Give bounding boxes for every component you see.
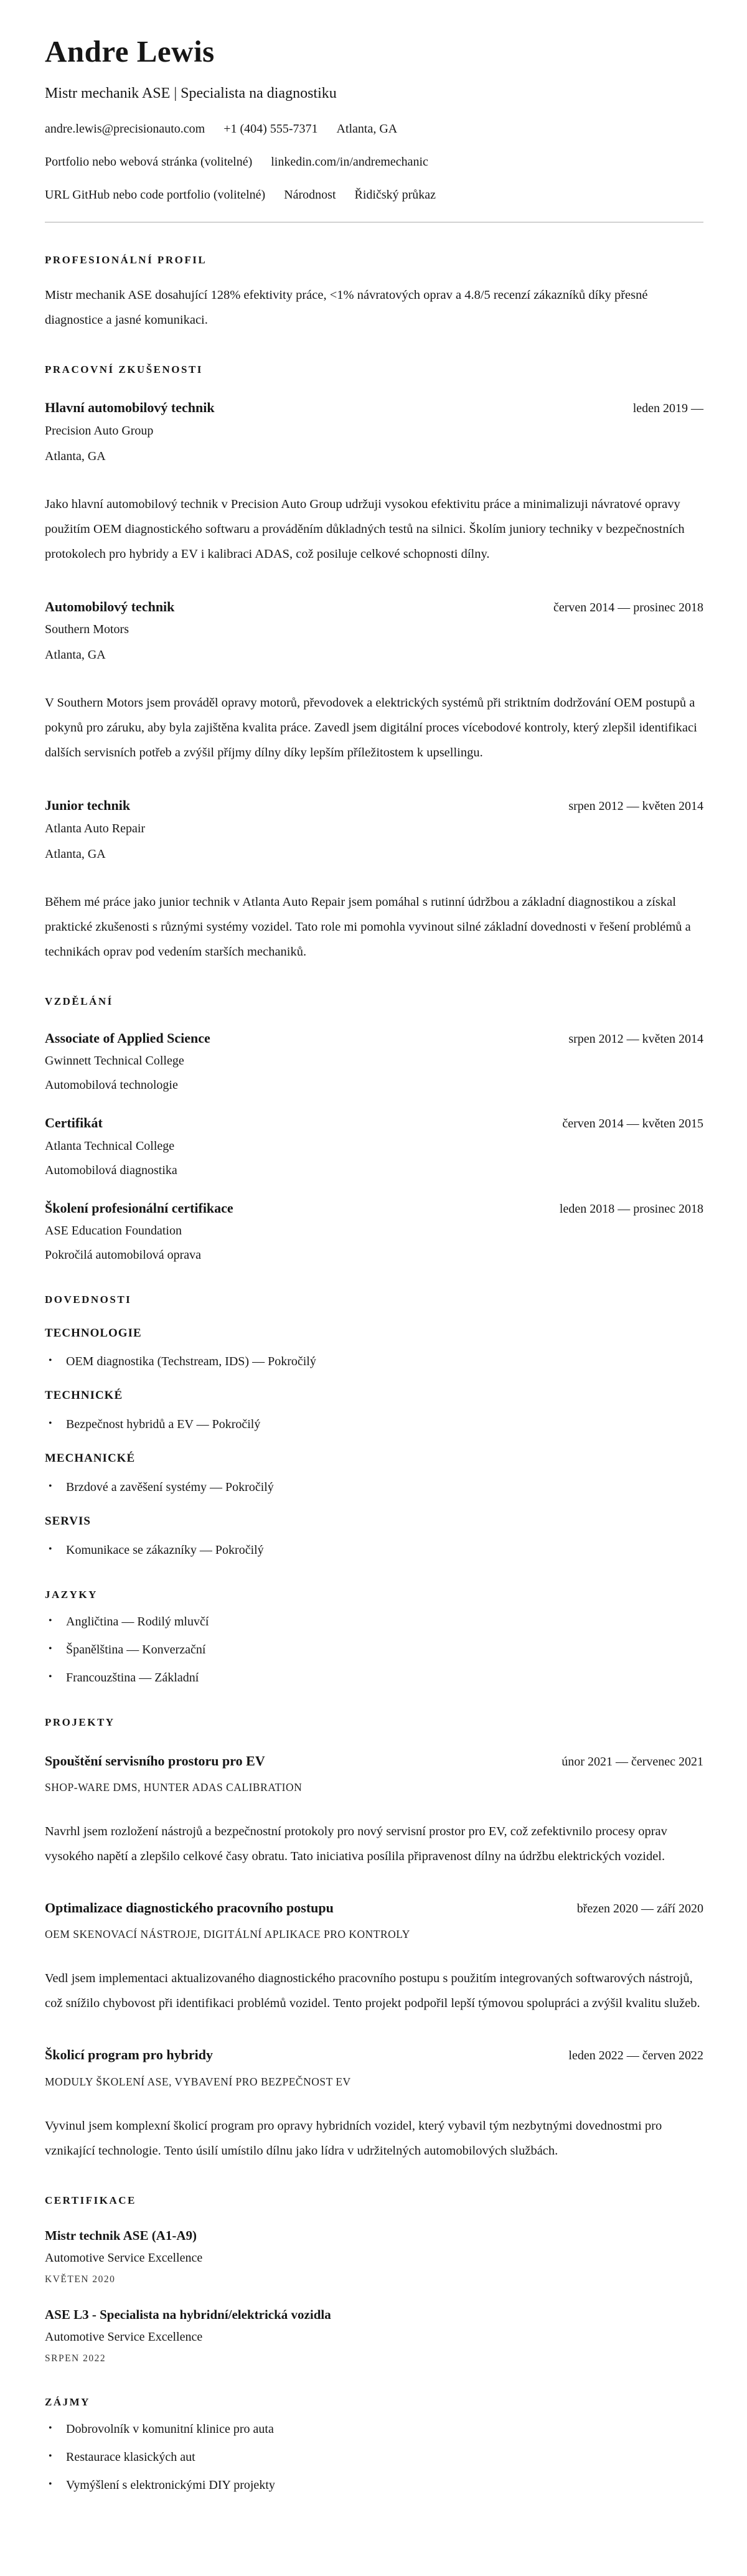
skill-category: TECHNICKÉ (45, 1389, 123, 1403)
job-company: Atlanta Auto Repair (45, 821, 146, 835)
education-school: ASE Education Foundation (45, 1224, 182, 1238)
skill-item: • Brzdové a zavěšení systémy — Pokročilý (45, 1480, 703, 1495)
project-entry (45, 1900, 703, 2016)
education-entry-header (45, 1115, 703, 1131)
drivers-license-label: Řidičský průkaz (354, 187, 436, 202)
certification-issuer: Automotive Service Excellence (45, 2251, 203, 2265)
skill-list (45, 1480, 703, 1495)
project-entry-header (45, 2047, 703, 2063)
language-list (45, 1614, 703, 1685)
skill-list (45, 1354, 703, 1369)
project-title: Optimalizace diagnostického pracovního postupu (45, 1899, 334, 1916)
section-heading-interests: ZÁJMY (45, 2395, 90, 2408)
education-degree: Associate of Applied Science (45, 1030, 210, 1046)
education-field: Automobilová technologie (45, 1078, 178, 1093)
interest-list (45, 2422, 703, 2493)
job-entry-header (45, 400, 703, 416)
education-date-range: srpen 2012 — květen 2014 (568, 1032, 703, 1046)
education-entry-header (45, 1200, 703, 1216)
skill-group (45, 1515, 703, 1558)
certification-title: ASE L3 - Specialista na hybridní/elektrická vozidla (45, 2306, 331, 2322)
job-entry (45, 400, 703, 566)
education-entry (45, 1200, 703, 1262)
project-tools: MODULY ŠKOLENÍ ASE, VYBAVENÍ PRO BEZPEČNOST EV (45, 2075, 351, 2088)
job-location: Atlanta, GA (45, 449, 106, 463)
project-tools: SHOP-WARE DMS, HUNTER ADAS CALIBRATION (45, 1780, 303, 1793)
skill-group (45, 1389, 703, 1432)
section-heading-profile: PROFESIONÁLNÍ PROFIL (45, 253, 207, 266)
section-interests (45, 2396, 703, 2493)
job-date-range: leden 2019 — (632, 402, 703, 416)
skill-category: MECHANICKÉ (45, 1452, 136, 1465)
section-languages (45, 1589, 703, 1685)
job-entry-header (45, 797, 703, 814)
candidate-name: Andre Lewis (45, 34, 215, 68)
job-company: Southern Motors (45, 623, 129, 637)
section-education (45, 995, 703, 1263)
header-divider (45, 222, 703, 223)
education-degree: Školení profesionální certifikace (45, 1200, 233, 1216)
contact-row-links (45, 155, 703, 169)
job-description: Jako hlavní automobilový technik v Precision Auto Group udržuji vysokou efektivitu práce a minimalizuji návratové opravy použitím OEM diagnostického softwaru a prováděním důkladných testů na silnici. Školím juniory techniky v bezpečnostních protokolech pro hybridy a EV i kalibraci ADAS, což posiluje celkové schopnosti dílny. (45, 497, 685, 561)
education-entry (45, 1030, 703, 1093)
section-heading-skills: DOVEDNOSTI (45, 1294, 132, 1306)
project-entry-header (45, 1900, 703, 1916)
job-location: Atlanta, GA (45, 648, 106, 662)
certification-entry (45, 2228, 703, 2286)
education-entry-header (45, 1030, 703, 1046)
job-location: Atlanta, GA (45, 847, 106, 861)
section-projects (45, 1716, 703, 2163)
contact-row-primary (45, 122, 703, 136)
section-heading-languages: JAZYKY (45, 1588, 98, 1601)
job-description: Během mé práce jako junior technik v Atlanta Auto Repair jsem pomáhal s rutinní údržbou a základní diagnostikou a získal praktické zkušenosti s různými systémy vozidel. Tato role mi pomohla vyvinout silné základní dovednosti v řešení problémů a technikách oprav pod vedením starších mechaniků. (45, 895, 691, 959)
skill-item: • OEM diagnostika (Techstream, IDS) — Pokročilý (45, 1354, 703, 1369)
certification-date: KVĚTEN 2020 (45, 2274, 116, 2285)
job-title: Automobilový technik (45, 598, 175, 614)
project-entry-header (45, 1753, 703, 1769)
skill-category: SERVIS (45, 1514, 91, 1528)
job-description: V Southern Motors jsem prováděl opravy motorů, převodovek a elektrických systémů při striktním dodržování OEM postupů a pokynů pro záruku, aby byla zajištěna kvalita práce. Zavedl jsem digitální proces vícebodové kontroly, který zlepšil identifikaci dalších servisních potřeb a zvýšil příjmy dílny díky lepším příležitostem k upsellingu. (45, 696, 697, 760)
education-date-range: leden 2018 — prosinec 2018 (559, 1201, 703, 1216)
project-description: Navrhl jsem rozložení nástrojů a bezpečnostní protokoly pro nový servisní prostor pro EV, což zefektivnilo procesy oprav vysokého napětí a zlepšilo celkové časy obratu. Tato iniciativa posílila připravenost dílny na údržbu elektrických vozidel. (45, 1824, 667, 1863)
language-item: • Angličtina — Rodilý mluvčí (45, 1614, 703, 1629)
section-heading-education: VZDĚLÁNÍ (45, 995, 113, 1007)
job-company: Precision Auto Group (45, 423, 154, 438)
certification-entry (45, 2307, 703, 2365)
phone-text: +1 (404) 555-7371 (223, 121, 318, 136)
section-heading-projects: PROJEKTY (45, 1716, 115, 1729)
candidate-headline: Mistr mechanik ASE | Specialista na diagnostiku (45, 85, 337, 101)
job-date-range: červen 2014 — prosinec 2018 (553, 600, 703, 614)
section-profile (45, 254, 703, 332)
section-experience (45, 364, 703, 964)
skill-list (45, 1417, 703, 1432)
education-degree: Certifikát (45, 1115, 103, 1131)
skill-category: TECHNOLOGIE (45, 1326, 142, 1340)
interest-item: • Vymýšlení s elektronickými DIY projekty (45, 2478, 703, 2493)
email-text: andre.lewis@precisionauto.com (45, 121, 205, 136)
linkedin-text: linkedin.com/in/andremechanic (271, 154, 428, 169)
project-date-range: březen 2020 — září 2020 (576, 1901, 703, 1916)
project-title: Školicí program pro hybridy (45, 2047, 213, 2063)
education-school: Gwinnett Technical College (45, 1054, 184, 1068)
location-text: Atlanta, GA (336, 121, 398, 136)
certification-issuer: Automotive Service Excellence (45, 2330, 203, 2344)
education-field: Pokročilá automobilová oprava (45, 1248, 202, 1262)
project-date-range: únor 2021 — červenec 2021 (561, 1754, 703, 1769)
skill-item: • Komunikace se zákazníky — Pokročilý (45, 1543, 703, 1558)
resume-header (45, 35, 703, 202)
job-entry (45, 797, 703, 964)
project-date-range: leden 2022 — červen 2022 (568, 2049, 703, 2063)
nationality-label: Národnost (284, 187, 336, 202)
education-entry (45, 1115, 703, 1177)
language-item: • Francouzština — Základní (45, 1670, 703, 1685)
section-heading-certifications: CERTIFIKACE (45, 2194, 136, 2206)
profile-summary-text: Mistr mechanik ASE dosahující 128% efektivity práce, <1% návratových oprav a 4.8/5 recenzí zákazníků díky přesné diagnostice a jasné komunikaci. (45, 288, 648, 327)
job-entry-header (45, 599, 703, 615)
skill-item: • Bezpečnost hybridů a EV — Pokročilý (45, 1417, 703, 1432)
education-field: Automobilová diagnostika (45, 1163, 177, 1177)
job-date-range: srpen 2012 — květen 2014 (568, 799, 703, 814)
skill-group (45, 1327, 703, 1370)
project-description: Vedl jsem implementaci aktualizovaného diagnostického pracovního postupu s použitím integrovaných softwarových nástrojů, což snížilo chybovost při identifikaci problémů vozidel. Tento projekt podpořil lepší týmovou spolupráci a zvýšil kvalitu služeb. (45, 1972, 700, 2011)
language-item: • Španělština — Konverzační (45, 1642, 703, 1657)
education-date-range: červen 2014 — květen 2015 (562, 1117, 703, 1131)
education-school: Atlanta Technical College (45, 1139, 175, 1153)
contact-row-extra (45, 188, 703, 202)
section-heading-experience: PRACOVNÍ ZKUŠENOSTI (45, 364, 203, 376)
portfolio-placeholder-text: Portfolio nebo webová stránka (volitelné) (45, 154, 253, 169)
certification-title: Mistr technik ASE (A1-A9) (45, 2228, 197, 2244)
job-title: Junior technik (45, 797, 131, 814)
job-title: Hlavní automobilový technik (45, 400, 215, 416)
skill-group (45, 1452, 703, 1495)
skill-list (45, 1543, 703, 1558)
project-tools: OEM SKENOVACÍ NÁSTROJE, DIGITÁLNÍ APLIKACE PRO KONTROLY (45, 1928, 410, 1941)
job-entry (45, 599, 703, 765)
project-title: Spouštění servisního prostoru pro EV (45, 1752, 265, 1769)
section-skills (45, 1294, 703, 1558)
project-entry (45, 2047, 703, 2163)
interest-item: • Dobrovolník v komunitní klinice pro auta (45, 2422, 703, 2437)
certification-date: SRPEN 2022 (45, 2353, 106, 2364)
interest-item: • Restaurace klasických aut (45, 2450, 703, 2465)
project-entry (45, 1753, 703, 1869)
github-placeholder-text: URL GitHub nebo code portfolio (volitelné) (45, 187, 266, 202)
section-certifications (45, 2194, 703, 2365)
project-description: Vyvinul jsem komplexní školicí program pro opravy hybridních vozidel, který vybavil tým nezbytnými dovednostmi pro vznikající technologie. Tento úsilí umístilo dílnu jako lídra v udržitelných automobilových službách. (45, 2118, 662, 2158)
